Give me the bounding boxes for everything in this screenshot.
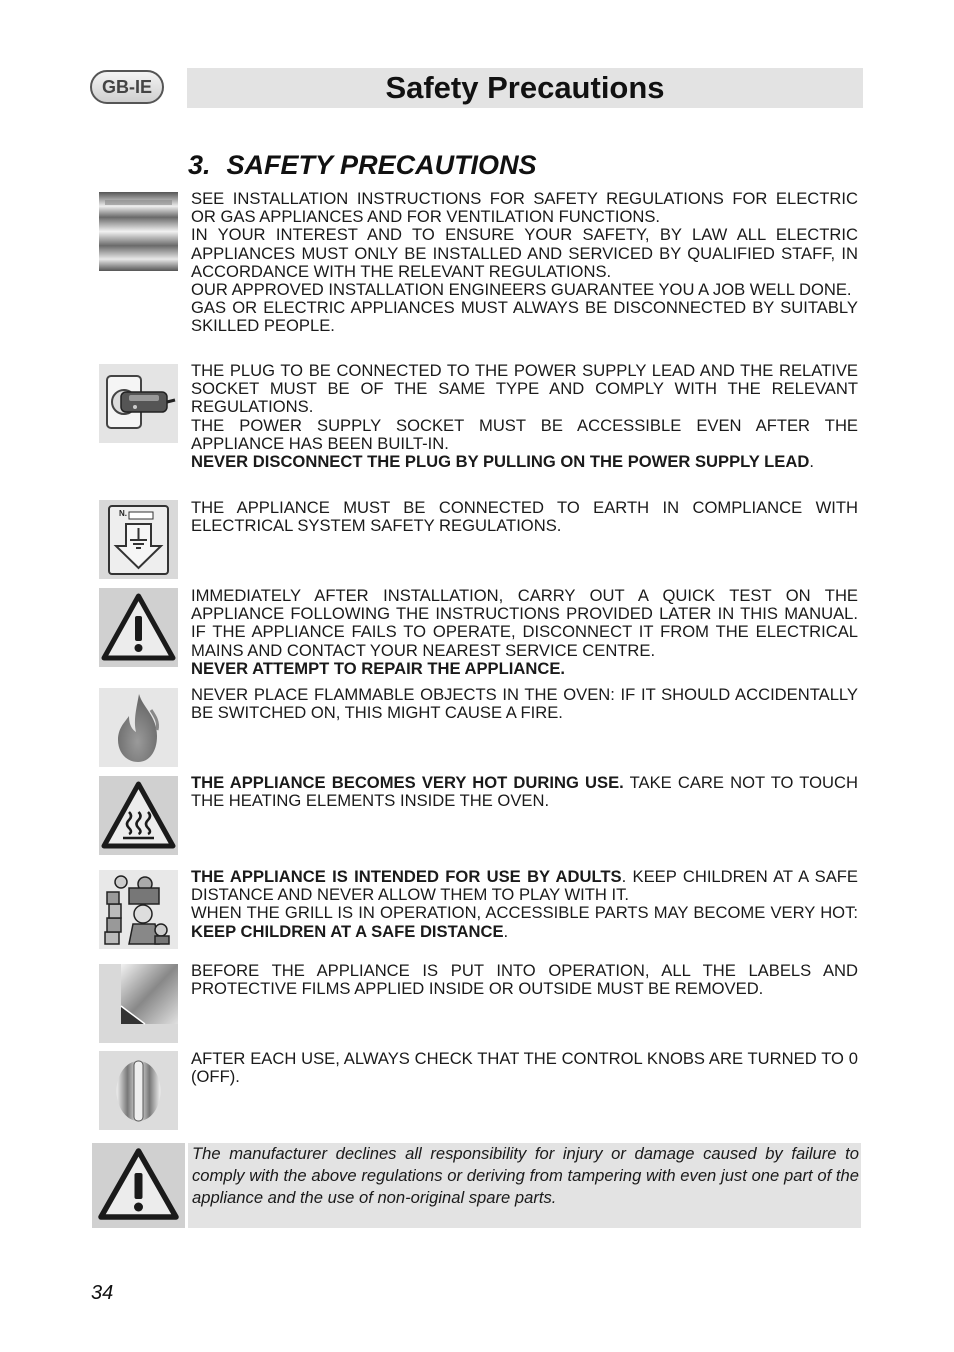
disclaimer-text: The manufacturer declines all responsibility for injury or damage caused by failure to comply with the above regulations or deriving from tampering with even just one part of the appliance and the use of non-original spare parts. xyxy=(192,1144,859,1207)
paragraph: GAS OR ELECTRIC APPLIANCES MUST ALWAYS BE DISCONNECTED BY SUITABLY SKILLED PEOPLE. xyxy=(191,298,858,336)
warning-triangle-icon xyxy=(92,1143,185,1228)
section-number: 3. xyxy=(188,150,211,180)
paragraph: THE APPLIANCE MUST BE CONNECTED TO EARTH IN COMPLIANCE WITH ELECTRICAL SYSTEM SAFETY REGULATIONS. xyxy=(191,498,858,536)
bold-warning: THE APPLIANCE BECOMES VERY HOT DURING USE. xyxy=(191,773,624,792)
text-block-labels xyxy=(191,962,858,998)
oven-panel-icon xyxy=(99,192,178,271)
power-plug-socket-icon xyxy=(99,364,178,443)
text-block-flammable xyxy=(191,686,858,722)
protective-film-icon xyxy=(99,964,178,1043)
control-knob-icon xyxy=(99,1051,178,1130)
disclaimer-box xyxy=(188,1143,861,1228)
page-number: 34 xyxy=(91,1282,114,1304)
paragraph: THE PLUG TO BE CONNECTED TO THE POWER SUPPLY LEAD AND THE RELATIVE SOCKET MUST BE OF THE SAME TYPE AND COMPLY WITH THE RELEVANT REGULATIONS. xyxy=(191,361,858,417)
warning-line xyxy=(191,660,858,678)
paragraph: IMMEDIATELY AFTER INSTALLATION, CARRY OUT A QUICK TEST ON THE APPLIANCE FOLLOWING THE INSTRUCTIONS PROVIDED LATER IN THIS MANUAL. IF THE APPLIANCE FAILS TO OPERATE, DISCONNECT IT FROM THE ELECTRICAL MAINS AND CONTACT YOUR NEAREST SERVICE CENTRE. xyxy=(191,586,858,660)
paragraph: IN YOUR INTEREST AND TO ENSURE YOUR SAFETY, BY LAW ALL ELECTRIC APPLIANCES MUST ONLY BE INSTALLED AND SERVICED BY QUALIFIED STAFF, IN ACCORDANCE WITH THE RELEVANT REGULATIONS. xyxy=(191,225,858,281)
text-block-knobs xyxy=(191,1050,858,1086)
paragraph: AFTER EACH USE, ALWAYS CHECK THAT THE CONTROL KNOBS ARE TURNED TO 0 (OFF). xyxy=(191,1049,858,1087)
paragraph: THE APPLIANCE BECOMES VERY HOT DURING USE. TAKE CARE NOT TO TOUCH THE HEATING ELEMENTS INSIDE THE OVEN. xyxy=(191,773,859,811)
paragraph: OUR APPROVED INSTALLATION ENGINEERS GUARANTEE YOU A JOB WELL DONE. xyxy=(191,280,852,300)
section-title-text: SAFETY PRECAUTIONS xyxy=(226,150,537,180)
bold-warning: THE APPLIANCE IS INTENDED FOR USE BY ADULTS xyxy=(191,867,622,886)
paragraph: THE APPLIANCE IS INTENDED FOR USE BY ADULTS. KEEP CHILDREN AT A SAFE DISTANCE AND NEVER ALLOW THEM TO PLAY WITH IT. xyxy=(191,867,858,905)
page-title: Safety Precautions xyxy=(385,70,665,105)
page-header xyxy=(187,68,863,108)
warning-line: NEVER DISCONNECT THE PLUG BY PULLING ON THE POWER SUPPLY LEAD. xyxy=(191,452,814,472)
paragraph: WHEN THE GRILL IS IN OPERATION, ACCESSIBLE PARTS MAY BECOME VERY HOT: KEEP CHILDREN AT A SAFE DISTANCE. xyxy=(191,903,858,941)
region-badge: GB-IE xyxy=(90,70,164,104)
flame-icon xyxy=(99,688,178,767)
paragraph: THE POWER SUPPLY SOCKET MUST BE ACCESSIBLE EVEN AFTER THE APPLIANCE HAS BEEN BUILT-IN. xyxy=(191,415,858,453)
bold-warning: NEVER DISCONNECT THE PLUG BY PULLING ON THE POWER SUPPLY LEAD xyxy=(191,452,810,472)
text-block-quick-test xyxy=(191,587,858,678)
earth-icon-label: N. xyxy=(119,509,127,518)
bold-warning: NEVER ATTEMPT TO REPAIR THE APPLIANCE. xyxy=(191,658,565,678)
paragraph: SEE INSTALLATION INSTRUCTIONS FOR SAFETY REGULATIONS FOR ELECTRIC OR GAS APPLIANCES AND FOR VENTILATION FUNCTIONS. xyxy=(191,189,858,227)
bold-warning: KEEP CHILDREN AT A SAFE DISTANCE xyxy=(191,921,504,941)
text-block-installation xyxy=(191,190,858,336)
children-icon xyxy=(99,870,178,949)
section-title xyxy=(188,150,537,181)
paragraph: BEFORE THE APPLIANCE IS PUT INTO OPERATION, ALL THE LABELS AND PROTECTIVE FILMS APPLIED INSIDE OR OUTSIDE MUST BE REMOVED. xyxy=(191,961,858,999)
earth-ground-icon xyxy=(99,500,178,579)
text-block-plug xyxy=(191,362,858,471)
text-block-hot xyxy=(191,774,858,810)
paragraph: NEVER PLACE FLAMMABLE OBJECTS IN THE OVEN: IF IT SHOULD ACCIDENTALLY BE SWITCHED ON, THIS MIGHT CAUSE A FIRE. xyxy=(191,685,858,723)
text-block-children xyxy=(191,868,858,941)
hot-surface-icon xyxy=(99,776,178,855)
text-block-earth xyxy=(191,499,858,535)
warning-triangle-icon xyxy=(99,588,178,667)
